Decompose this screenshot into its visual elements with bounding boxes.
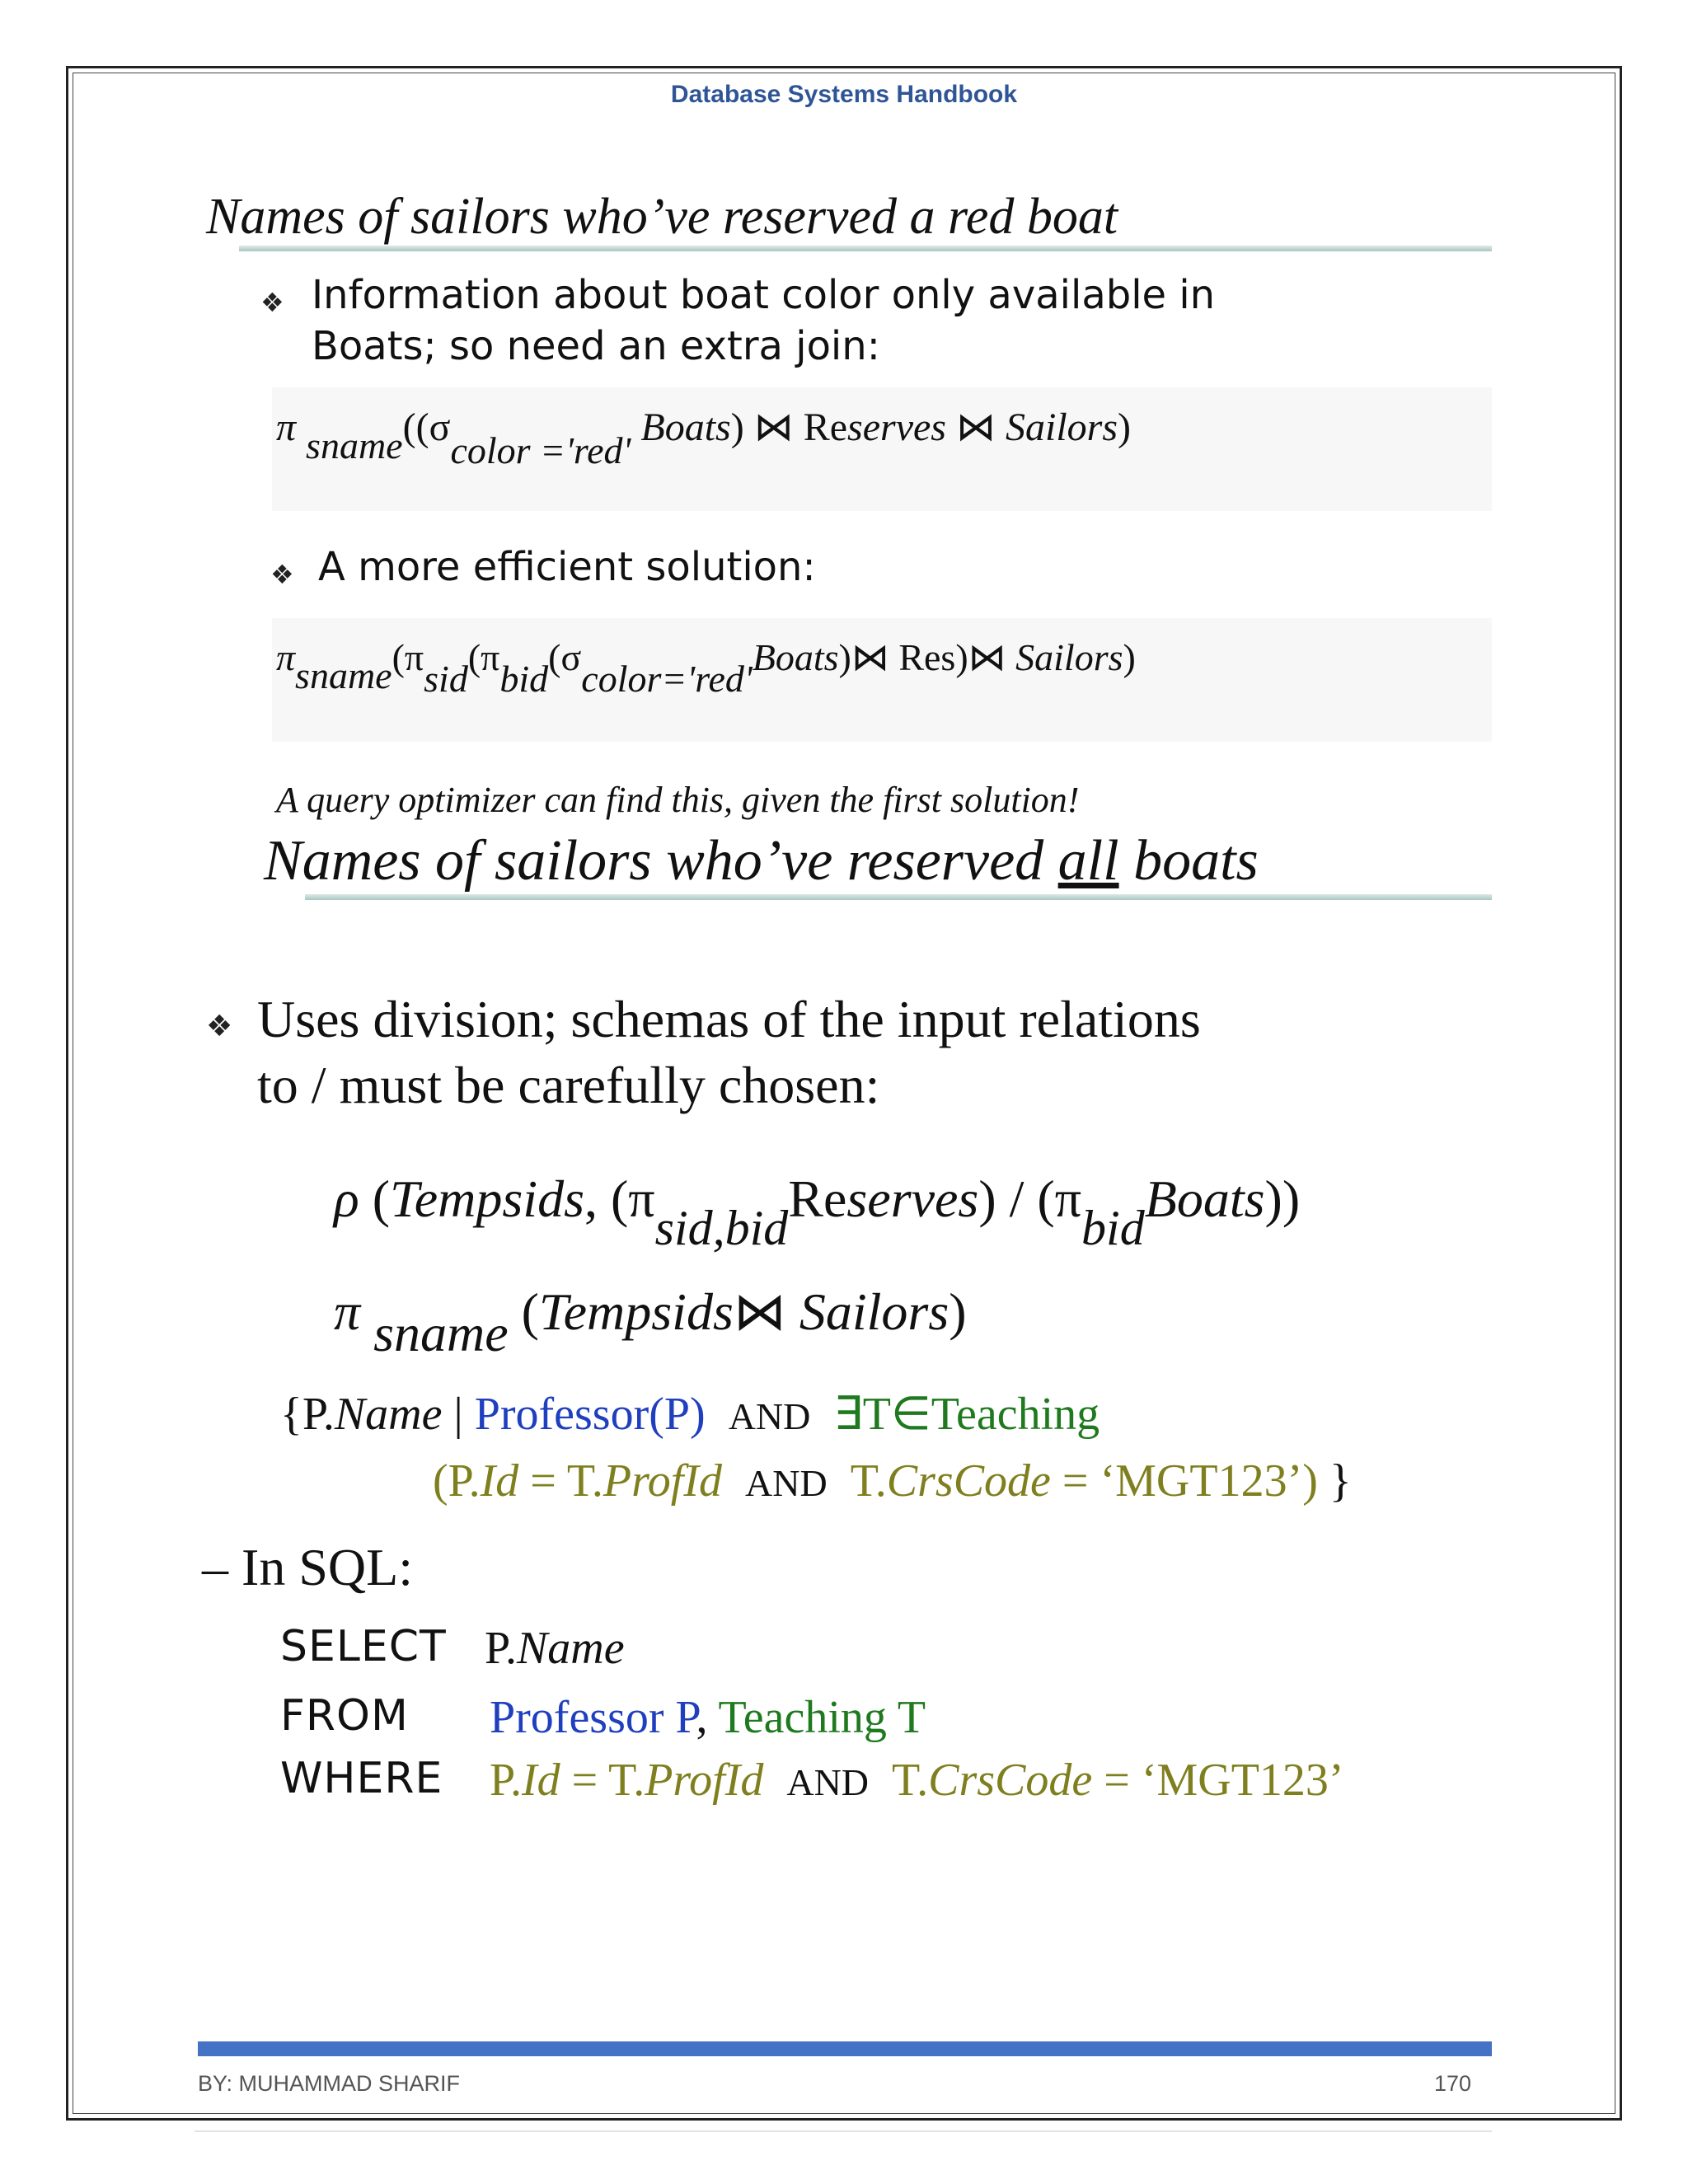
sub-sid-bid: sid,bid <box>654 1201 789 1255</box>
sub-bid: bid <box>499 658 549 700</box>
footer-bar <box>198 2041 1492 2056</box>
section1-title-underline <box>239 246 1492 251</box>
boats-term: Boats <box>640 405 731 449</box>
section2-title-all: all <box>1057 829 1119 893</box>
sql-from-keyword: FROM <box>280 1691 409 1741</box>
paren-close: ) <box>949 1282 967 1341</box>
sql-where-p: P. <box>490 1755 522 1806</box>
calc-name: Name <box>334 1389 443 1440</box>
sql-select-name: Name <box>516 1623 625 1674</box>
calc-professor: Professor(P) <box>474 1389 706 1440</box>
join-symbol: ⋈ <box>945 405 1006 449</box>
sql-where-crscode: CrsCode <box>928 1755 1093 1806</box>
calc2-and: AND <box>745 1462 828 1504</box>
paren-open: ( <box>372 1169 391 1228</box>
sql-where-profid: ProfId <box>645 1755 764 1806</box>
comma-pi: , (π <box>584 1169 655 1228</box>
section2-bullet1-line2: to / must be carefully chosen: <box>257 1056 880 1114</box>
reserves-prefix: Re <box>788 1169 847 1228</box>
calc2-t: T. <box>850 1455 887 1507</box>
rho-symbol: ρ <box>334 1169 359 1228</box>
calc2-id: Id <box>480 1455 519 1507</box>
reserves-prefix: ) ⋈ Re <box>730 405 848 449</box>
reserves-suffix: serves <box>846 1169 979 1228</box>
sql-heading: – In SQL: <box>202 1538 413 1596</box>
sailors-term: Sailors <box>1015 636 1123 678</box>
division-symbol: ) / (π <box>978 1169 1082 1228</box>
sql-from-professor: Professor P <box>490 1692 696 1743</box>
calc2-open: (P. <box>433 1455 481 1507</box>
formula-close: ) <box>1118 405 1131 449</box>
sub-sname: sname <box>295 654 392 696</box>
section1-bullet2: A more efficient solution: <box>318 544 816 590</box>
footer-author: BY: MUHAMMAD SHARIF <box>198 2071 461 2096</box>
calc-open: {P. <box>280 1389 335 1440</box>
tempsids-term: Tempsids <box>390 1169 584 1228</box>
calculus-line1 <box>280 1387 1100 1441</box>
diamond-bullet-icon: ❖ <box>260 287 284 318</box>
formula-close: ) <box>1123 636 1136 678</box>
section2-title-a: Names of sailors who’ve reserved <box>264 829 1058 893</box>
section2-title-c: boats <box>1118 829 1259 893</box>
calc2-crscode: CrsCode <box>886 1455 1051 1507</box>
sub-color: color='red' <box>581 658 753 700</box>
join-symbol: ⋈ <box>733 1282 799 1341</box>
diamond-bullet-icon: ❖ <box>206 1010 233 1043</box>
reserves-suffix: serves <box>847 405 946 449</box>
formula-division <box>334 1169 1301 1255</box>
calc-and: AND <box>728 1395 811 1437</box>
section1-bullet1-line2: Boats; so need an extra join: <box>312 323 880 369</box>
sql-where-value: = ‘MGT123’ <box>1092 1755 1344 1806</box>
sql-where-id: Id <box>521 1755 560 1806</box>
sql-select-p: P. <box>485 1623 517 1674</box>
pi-subscript: sname <box>306 424 403 466</box>
bottom-rule <box>195 2130 1492 2132</box>
section2-bullet1-line1: Uses division; schemas of the input relations <box>257 990 1201 1048</box>
paren-close: )) <box>1264 1169 1301 1228</box>
sql-from-clause <box>490 1691 926 1744</box>
paren-sigma: (σ <box>548 636 582 678</box>
boats-term: Boats <box>752 636 839 678</box>
sql-where-eq: = T. <box>560 1755 645 1806</box>
section1-title: Names of sailors who’ve reserved a red boat <box>206 189 1118 245</box>
optimizer-note: A query optimizer can find this, given the first solution! <box>276 780 1080 820</box>
sigma-subscript: color ='red' <box>450 429 631 471</box>
section1-bullet1-line1: Information about boat color only available in <box>312 272 1216 318</box>
paren-pi: (π <box>392 636 424 678</box>
pi-symbol: π <box>276 636 296 678</box>
formula-red-boat-join <box>276 404 1131 471</box>
res-join: )⋈ Res)⋈ <box>838 636 1016 678</box>
pi-symbol: π <box>334 1282 361 1341</box>
sailors-term: Sailors <box>799 1282 950 1341</box>
section2-title-underline <box>305 894 1492 900</box>
formula-open: ((σ <box>402 405 451 449</box>
section2-title <box>264 828 1259 894</box>
paren-open: ( <box>521 1282 539 1341</box>
sql-where-and: AND <box>786 1761 870 1803</box>
calc2-close: } <box>1317 1455 1352 1507</box>
calculus-line2 <box>433 1455 1352 1507</box>
sub-sid: sid <box>424 658 468 700</box>
formula-efficient-solution <box>276 635 1136 700</box>
calc-bar: | <box>442 1389 475 1440</box>
sql-where-clause <box>490 1754 1344 1807</box>
formula-tempsids-join <box>334 1282 967 1362</box>
sql-from-comma: , <box>696 1692 719 1743</box>
calc2-value: = ‘MGT123’) <box>1050 1455 1318 1507</box>
page-header: Database Systems Handbook <box>670 81 1018 108</box>
diamond-bullet-icon: ❖ <box>270 559 294 590</box>
sql-from-teaching: Teaching T <box>718 1692 926 1743</box>
sql-where-keyword: WHERE <box>280 1754 443 1803</box>
pi-symbol: π <box>276 405 297 449</box>
calc-exists-teaching: ∃T∈Teaching <box>833 1389 1100 1440</box>
boats-term: Boats <box>1144 1169 1265 1228</box>
calc2-eq: = T. <box>518 1455 603 1507</box>
sql-select-keyword: SELECT <box>280 1622 447 1671</box>
sql-select-clause <box>485 1622 625 1675</box>
tempsids-term: Tempsids <box>538 1282 734 1341</box>
sql-where-t: T. <box>892 1755 929 1806</box>
paren-pi2: (π <box>467 636 500 678</box>
page-number: 170 <box>1434 2071 1472 2096</box>
calc2-profid: ProfId <box>603 1455 723 1507</box>
sub-bid: bid <box>1081 1201 1145 1255</box>
sub-sname: sname <box>373 1304 509 1362</box>
sailors-term: Sailors <box>1005 405 1118 449</box>
